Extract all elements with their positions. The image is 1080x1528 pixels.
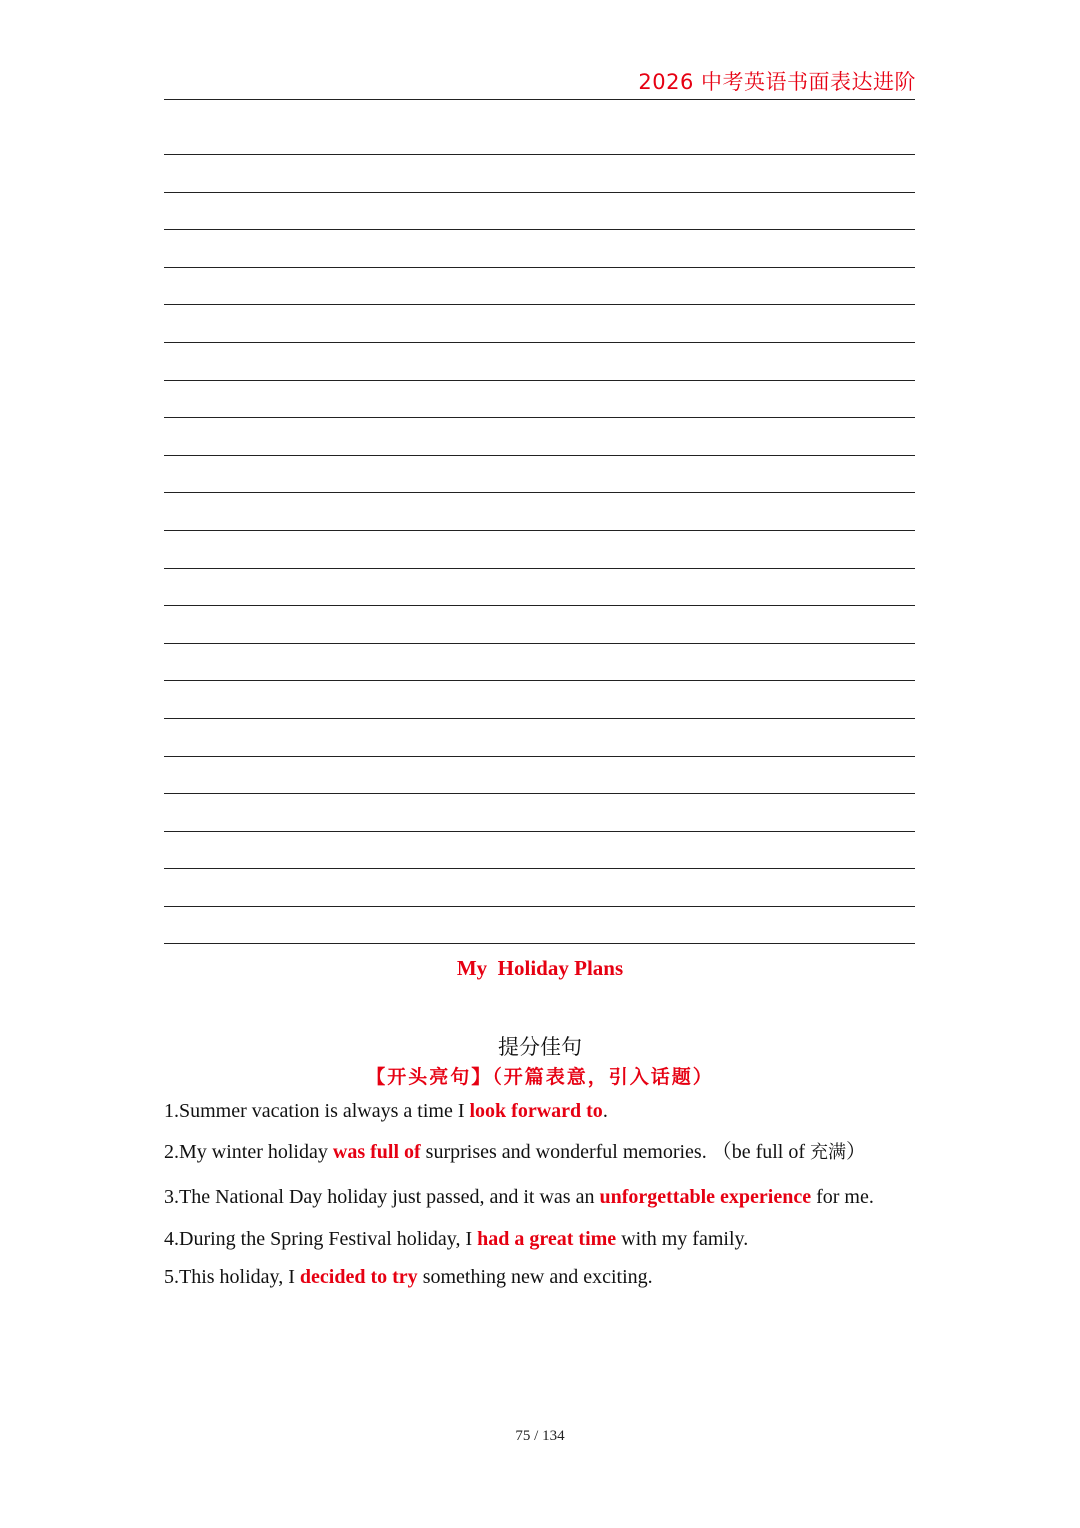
writing-line xyxy=(164,756,915,794)
sentence-text: with my family. xyxy=(616,1228,749,1250)
writing-line xyxy=(164,605,915,643)
key-phrase: was full of xyxy=(332,1141,421,1163)
example-sentence xyxy=(164,1092,915,1130)
sentence-text: 充满 xyxy=(810,1142,847,1163)
section-subheading: 【开头亮句】（开篇表意，引入话题） xyxy=(366,1066,714,1088)
key-phrase: look forward to xyxy=(469,1100,603,1122)
key-phrase: decided to try xyxy=(299,1266,418,1288)
writing-line xyxy=(164,267,915,305)
sentence-text: for me. xyxy=(811,1186,874,1208)
example-sentence xyxy=(164,1130,915,1175)
writing-line xyxy=(164,342,915,380)
writing-line xyxy=(164,304,915,342)
key-phrase: had a great time xyxy=(477,1228,617,1250)
writing-line xyxy=(164,831,915,869)
sentence-text: 4.During the Spring Festival holiday, I xyxy=(164,1228,478,1250)
writing-line xyxy=(164,417,915,455)
writing-line xyxy=(164,530,915,568)
writing-line xyxy=(164,906,915,944)
key-phrase: unforgettable experience xyxy=(599,1186,812,1208)
writing-line xyxy=(164,154,915,192)
writing-lines-area xyxy=(164,154,915,981)
sentence-text: surprises and wonderful memories. （be full of xyxy=(420,1141,811,1163)
example-sentence xyxy=(164,1258,915,1296)
sentence-text: 1.Summer vacation is always a time I xyxy=(164,1100,470,1122)
sentence-text: 5.This holiday, I xyxy=(164,1266,300,1288)
sentence-text: 2.My winter holiday xyxy=(164,1141,333,1163)
sentence-text: ） xyxy=(846,1141,867,1163)
page-number: 75 / 134 xyxy=(515,1428,565,1444)
sentence-text: . xyxy=(602,1100,608,1122)
writing-line xyxy=(164,455,915,493)
sentence-text: something new and exciting. xyxy=(417,1266,653,1288)
section-heading: 提分佳句 xyxy=(498,1035,582,1059)
header-rule xyxy=(164,99,915,100)
example-sentence xyxy=(164,1220,915,1258)
example-sentence xyxy=(164,1175,915,1220)
writing-line xyxy=(164,680,915,718)
writing-line xyxy=(164,868,915,906)
writing-line xyxy=(164,492,915,530)
writing-line xyxy=(164,380,915,418)
writing-line xyxy=(164,643,915,681)
writing-line xyxy=(164,568,915,606)
writing-line xyxy=(164,793,915,831)
writing-line xyxy=(164,718,915,756)
essay-title: My Holiday Plans xyxy=(456,956,624,980)
writing-line xyxy=(164,192,915,230)
header-title: 2026 中考英语书面表达进阶 xyxy=(638,70,916,94)
sentence-text: 3.The National Day holiday just passed, and it was an xyxy=(164,1186,600,1208)
sentence-list xyxy=(164,1092,915,1296)
writing-line xyxy=(164,229,915,267)
